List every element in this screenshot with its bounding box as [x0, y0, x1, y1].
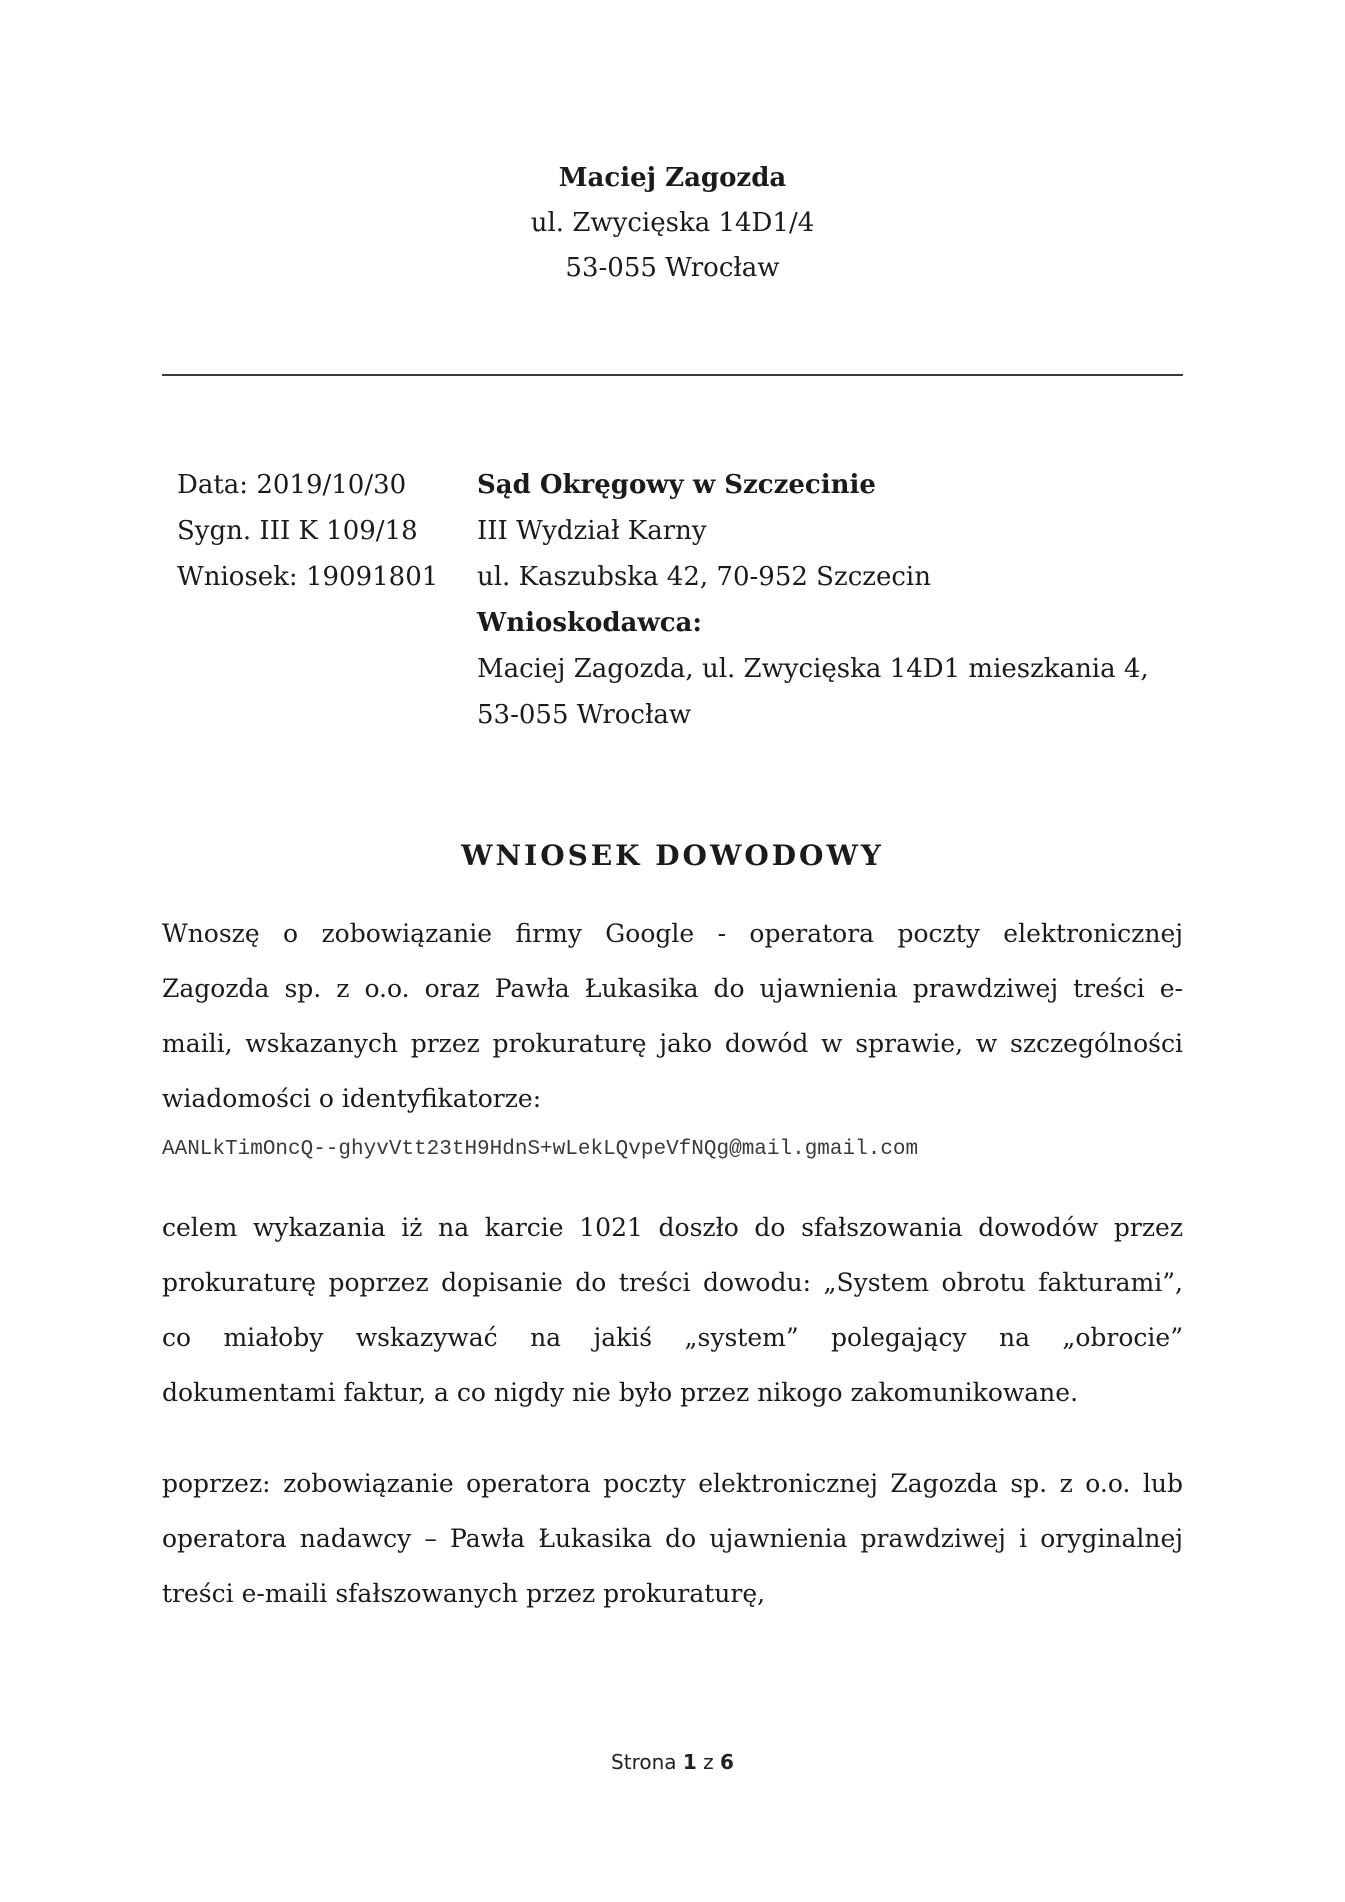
paragraph-line: Wnoszę o zobowiązanie firmy Google - operatora poczty elektronicznej	[162, 919, 1183, 948]
paragraph-line: poprzez: zobowiązanie operatora poczty elektronicznej Zagozda sp. z o.o. lub	[162, 1469, 1183, 1498]
meta-date: Data: 2019/10/30	[177, 470, 407, 500]
sender-street: ul. Zwycięska 14D1/4	[530, 208, 815, 238]
meta-left-column	[162, 462, 477, 738]
paragraph-line: operatora nadawcy – Pawła Łukasika do ujawnienia prawdziwej i oryginalnej	[162, 1524, 1183, 1553]
paragraph-line: celem wykazania iż na karcie 1021 doszło do sfałszowania dowodów przez	[162, 1213, 1183, 1242]
paragraph-wnosze	[162, 906, 1183, 1126]
meta-right-column	[477, 462, 1183, 738]
document-body	[162, 906, 1183, 1621]
page-footer	[0, 1750, 1345, 1774]
paragraph-line: Zagozda sp. z o.o. oraz Pawła Łukasika do ujawnienia prawdziwej treści e-	[162, 974, 1183, 1003]
court-department: III Wydział Karny	[477, 516, 707, 546]
footer-page-total: 6	[720, 1750, 734, 1774]
paragraph-poprzez	[162, 1456, 1183, 1621]
case-meta-block	[162, 462, 1183, 738]
paragraph-line: treści e-maili sfałszowanych przez prokuraturę,	[162, 1579, 766, 1608]
applicant-label: Wnioskodawca:	[477, 608, 702, 638]
footer-page-current: 1	[682, 1750, 697, 1774]
footer-page-separator: z	[703, 1750, 714, 1774]
court-address: ul. Kaszubska 42, 70-952 Szczecin	[477, 562, 931, 592]
sender-name: Maciej Zagozda	[558, 163, 787, 193]
header-divider	[162, 374, 1183, 376]
court-name: Sąd Okręgowy w Szczecinie	[477, 470, 876, 500]
meta-application-number: Wniosek: 19091801	[177, 562, 439, 592]
paragraph-line: prokuraturę poprzez dopisanie do treści dowodu: „System obrotu fakturami”,	[162, 1268, 1183, 1297]
document-title: WNIOSEK DOWODOWY	[461, 839, 884, 872]
meta-signature: Sygn. III K 109/18	[177, 516, 418, 546]
sender-city: 53-055 Wrocław	[565, 253, 780, 283]
sender-block	[0, 156, 1345, 291]
paragraph-line: co miałoby wskazywać na jakiś „system” polegający na „obrocie”	[162, 1323, 1183, 1352]
paragraph-line: maili, wskazanych przez prokuraturę jako dowód w sprawie, w szczególności	[162, 1029, 1183, 1058]
applicant-name-address: Maciej Zagozda, ul. Zwycięska 14D1 mieszkania 4,	[477, 654, 1149, 684]
paragraph-line: dokumentami faktur, a co nigdy nie było przez nikogo zakomunikowane.	[162, 1378, 1079, 1407]
email-identifier-line: AANLkTimOncQ--ghyvVtt23tH9HdnS+wLekLQvpeVfNQg@mail.gmail.com	[162, 1138, 919, 1161]
paragraph-line: wiadomości o identyfikatorze:	[162, 1084, 542, 1113]
paragraph-celem	[162, 1200, 1183, 1420]
footer-page-label: Strona	[611, 1750, 677, 1774]
applicant-city: 53-055 Wrocław	[477, 700, 692, 730]
